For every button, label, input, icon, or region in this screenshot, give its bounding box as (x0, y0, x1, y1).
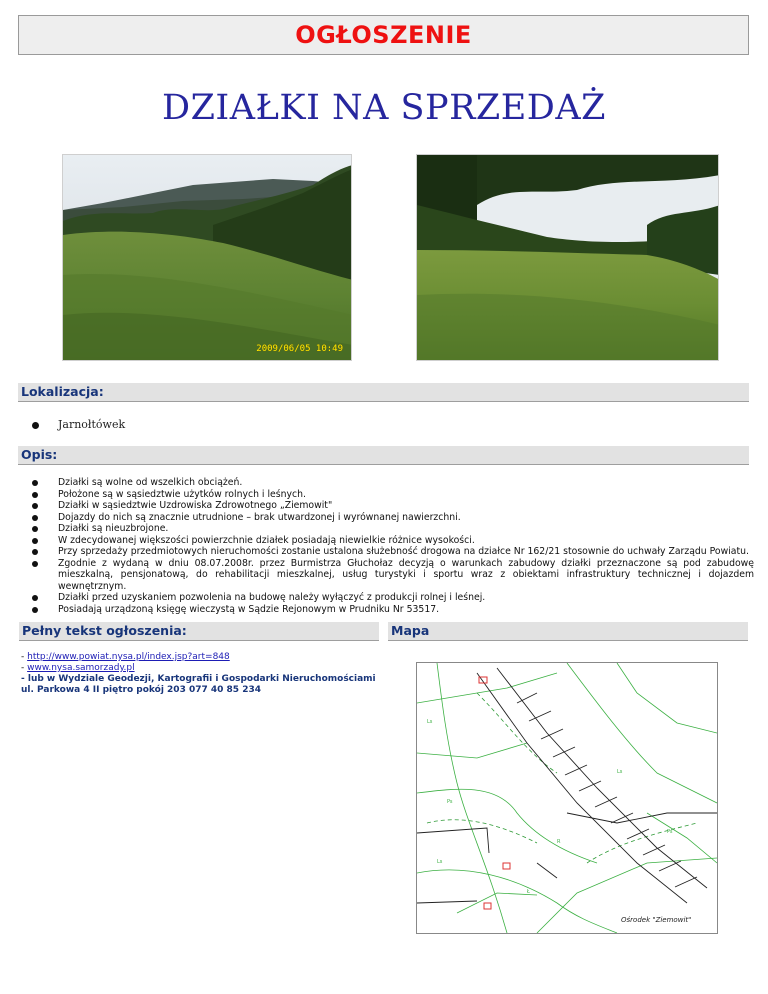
list-item: Zgodnie z wydaną w dniu 08.07.2008r. przez Burmistrza Głuchołaz decyzją o warunkach zabudowy działki przeznaczone są pod zabudowę mieszkalną, pensjonatową, do rehabilitacji mieszkalnej, usług turystyki i sportu wraz z obiektami infrastruktury technicznej i dojazdem wewnętrznym. (30, 558, 754, 593)
svg-text:Ł: Ł (527, 889, 530, 895)
lokalizacja-list (30, 418, 730, 431)
opis-list (30, 477, 754, 616)
link-row: - http://www.powiat.nysa.pl/index.jsp?art=848 (21, 652, 230, 662)
photo-timestamp: 2009/06/05 10:49 (256, 344, 343, 354)
cadastral-map (416, 662, 718, 934)
meadow-with-hills-photo (62, 154, 352, 361)
section-title-mapa: Mapa (391, 623, 430, 638)
section-header-lokalizacja (18, 383, 749, 402)
section-title-pelny-tekst: Pełny tekst ogłoszenia: (22, 623, 187, 638)
svg-text:Ps: Ps (447, 799, 453, 805)
section-title-lokalizacja: Lokalizacja: (21, 384, 104, 399)
svg-text:Ls: Ls (617, 769, 623, 775)
meadow-with-forest-photo (416, 154, 719, 361)
list-item: Działki przed uzyskaniem pozwolenia na budowę należy wyłączyć z produkcji rolnej i leśnej. (30, 592, 754, 604)
section-title-opis: Opis: (21, 447, 58, 462)
svg-text:Ls: Ls (437, 859, 443, 865)
section-header-mapa (388, 622, 748, 641)
office-address: - lub w Wydziale Geodezji, Kartografii i Gospodarki Nieruchomościami ul. Parkowa 4 II piętro pokój 203 077 40 85 234 (21, 674, 376, 695)
list-item: Dojazdy do nich są znacznie utrudnione – brak utwardzonej i wyrównanej nawierzchni. (30, 512, 754, 524)
list-item: Przy sprzedaży przedmiotowych nieruchomości zostanie ustalona służebność drogowa na działce Nr 162/21 stosownie do uchwały Zarządu Powiatu. (30, 546, 754, 558)
list-item: W zdecydowanej większości powierzchnie działek posiadają niewielkie różnice wysokości. (30, 535, 754, 547)
full-text-links (21, 652, 381, 696)
samorzady-link[interactable]: www.nysa.samorzady.pl (27, 663, 135, 673)
link-row: - www.nysa.samorzady.pl (21, 663, 135, 673)
list-item: Położone są w sąsiedztwie użytków rolnych i leśnych. (30, 489, 754, 501)
list-item: Jarnołtówek (30, 418, 730, 431)
powiat-link[interactable]: http://www.powiat.nysa.pl/index.jsp?art=848 (27, 652, 230, 662)
section-header-opis (18, 446, 749, 465)
banner-title: OGŁOSZENIE (295, 21, 472, 49)
svg-text:R: R (557, 839, 561, 845)
page-title: DZIAŁKI NA SPRZEDAŻ (162, 88, 606, 128)
svg-text:Ps: Ps (667, 829, 673, 835)
map-label: Ośrodek "Ziemowit" (621, 916, 692, 924)
section-header-pelny-tekst (19, 622, 379, 641)
svg-text:Ls: Ls (427, 719, 433, 725)
list-item: Posiadają urządzoną księgę wieczystą w Sądzie Rejonowym w Prudniku Nr 53517. (30, 604, 754, 616)
announcement-banner (18, 15, 749, 55)
list-item: Działki są wolne od wszelkich obciążeń. (30, 477, 754, 489)
list-item: Działki w sąsiedztwie Uzdrowiska Zdrowotnego „Ziemowit" (30, 500, 754, 512)
list-item: Działki są nieuzbrojone. (30, 523, 754, 535)
